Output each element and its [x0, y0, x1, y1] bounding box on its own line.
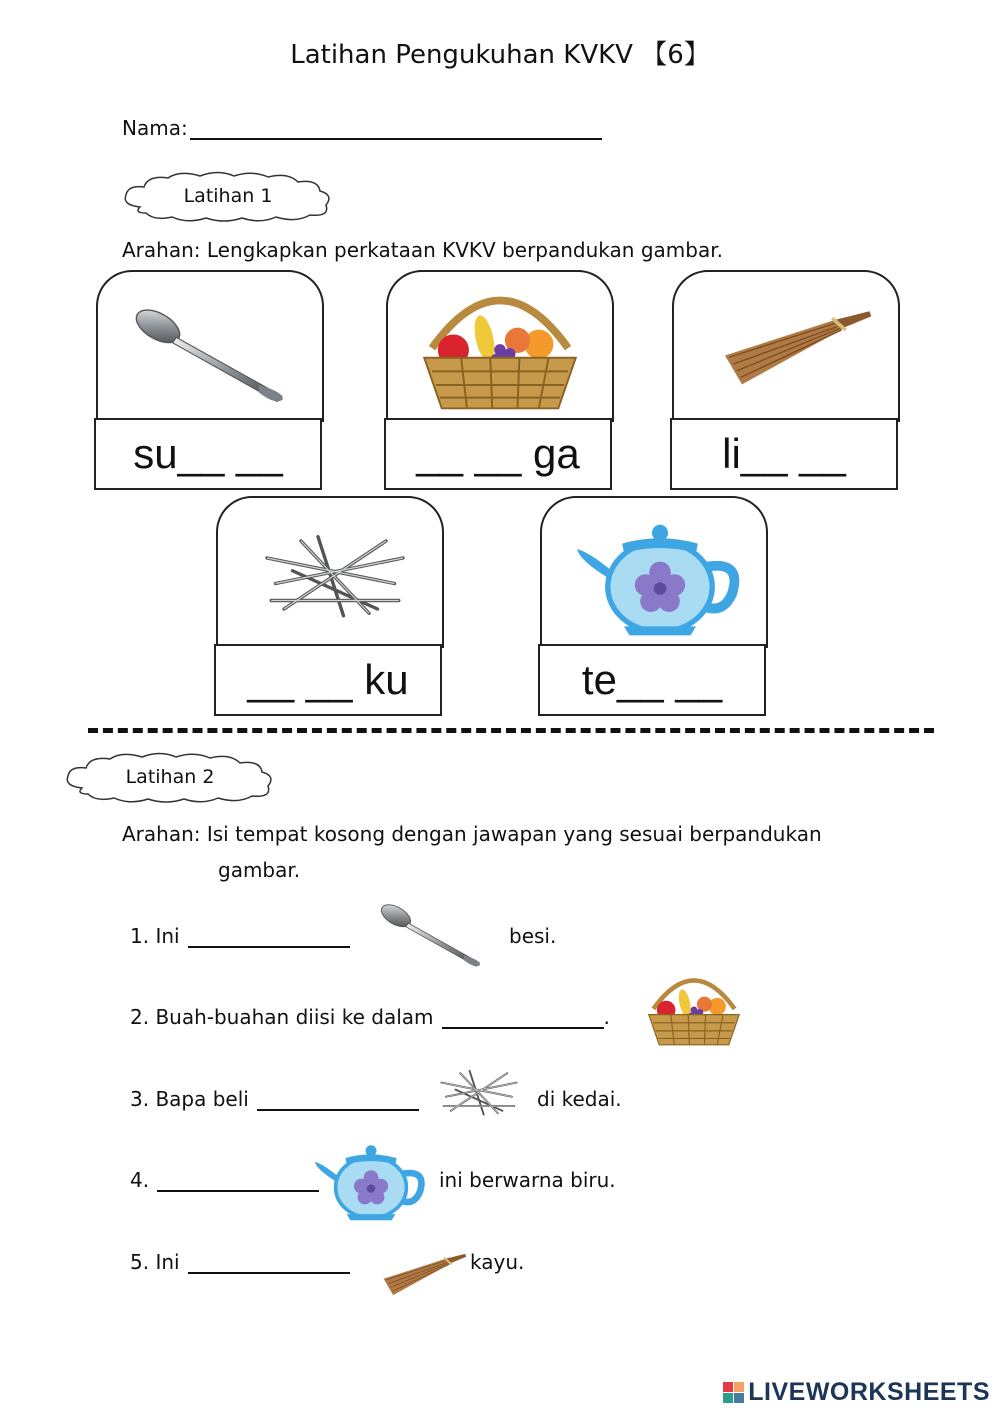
question-2-blank[interactable] [442, 1007, 604, 1029]
question-5-text: 5. Ini [130, 1250, 180, 1274]
section2-instruction-line1: Arahan: Isi tempat kosong dengan jawapan yang sesuai berpandukan [122, 822, 822, 846]
fruit-basket-picture [424, 300, 576, 408]
question-1-text: 1. Ini [130, 924, 180, 948]
word-card-teapot [538, 496, 766, 718]
card-picture-frame [96, 270, 324, 422]
question-3-ending: di kedai. [537, 1087, 622, 1111]
section1-instruction: Arahan: Lengkapkan perkataan KVKV berpandukan gambar. [122, 238, 723, 262]
liveworksheets-logo-text: LIVEWORKSHEETS [748, 1378, 990, 1406]
liveworksheets-logo[interactable] [723, 1378, 990, 1407]
section1-heading-cloud [120, 169, 336, 225]
card-picture-frame [672, 270, 900, 422]
question-4-blank[interactable] [157, 1170, 319, 1192]
question-1 [130, 924, 350, 948]
question-4 [130, 1168, 319, 1192]
section2-heading-cloud [62, 750, 278, 806]
question-2 [130, 1005, 610, 1029]
question-2-text: 2. Buah-buahan diisi ke dalam [130, 1005, 434, 1029]
section-divider [88, 728, 934, 733]
question-4-ending: ini berwarna biru. [439, 1168, 616, 1192]
card-word[interactable]: te__ __ [538, 644, 766, 716]
section2-instruction-line2: gambar. [218, 858, 301, 882]
question-5-ending: kayu. [470, 1250, 525, 1274]
question-4-teapot-picture [310, 1134, 432, 1226]
word-card-broom [670, 270, 898, 492]
name-input-line[interactable] [190, 116, 602, 140]
question-5-broom-picture [374, 1236, 470, 1312]
broom-picture [725, 311, 871, 384]
nails-picture [267, 537, 403, 616]
page-title: Latihan Pengukuhan KVKV 【6】 [290, 40, 710, 70]
liveworksheets-logo-icon [723, 1382, 744, 1403]
question-1-ending: besi. [509, 924, 557, 948]
question-4-text: 4. [130, 1168, 150, 1192]
card-word[interactable]: __ __ ku [214, 644, 442, 716]
question-1-blank[interactable] [188, 926, 350, 948]
name-label: Nama: [122, 116, 188, 140]
card-word[interactable]: su__ __ [94, 418, 322, 490]
card-picture-frame [540, 496, 768, 648]
question-1-spoon-picture [368, 896, 498, 970]
teapot-picture [577, 525, 734, 636]
word-card-spoon [94, 270, 322, 492]
spoon-picture [131, 303, 283, 401]
question-2-basket-picture [636, 960, 752, 1060]
question-3 [130, 1087, 419, 1111]
card-word[interactable]: li__ __ [670, 418, 898, 490]
question-3-text: 3. Bapa beli [130, 1087, 249, 1111]
question-5-blank[interactable] [188, 1252, 350, 1274]
question-3-nails-picture [432, 1050, 526, 1134]
card-word[interactable]: __ __ ga [384, 418, 612, 490]
question-3-blank[interactable] [257, 1089, 419, 1111]
section2-heading: Latihan 2 [125, 766, 215, 788]
word-card-basket [384, 270, 612, 492]
card-picture-frame [386, 270, 614, 422]
question-2-ending: . [603, 1005, 610, 1029]
card-picture-frame [216, 496, 444, 648]
question-5 [130, 1250, 350, 1274]
section1-heading: Latihan 1 [183, 185, 273, 207]
word-card-nails [214, 496, 442, 718]
name-row [122, 116, 602, 140]
